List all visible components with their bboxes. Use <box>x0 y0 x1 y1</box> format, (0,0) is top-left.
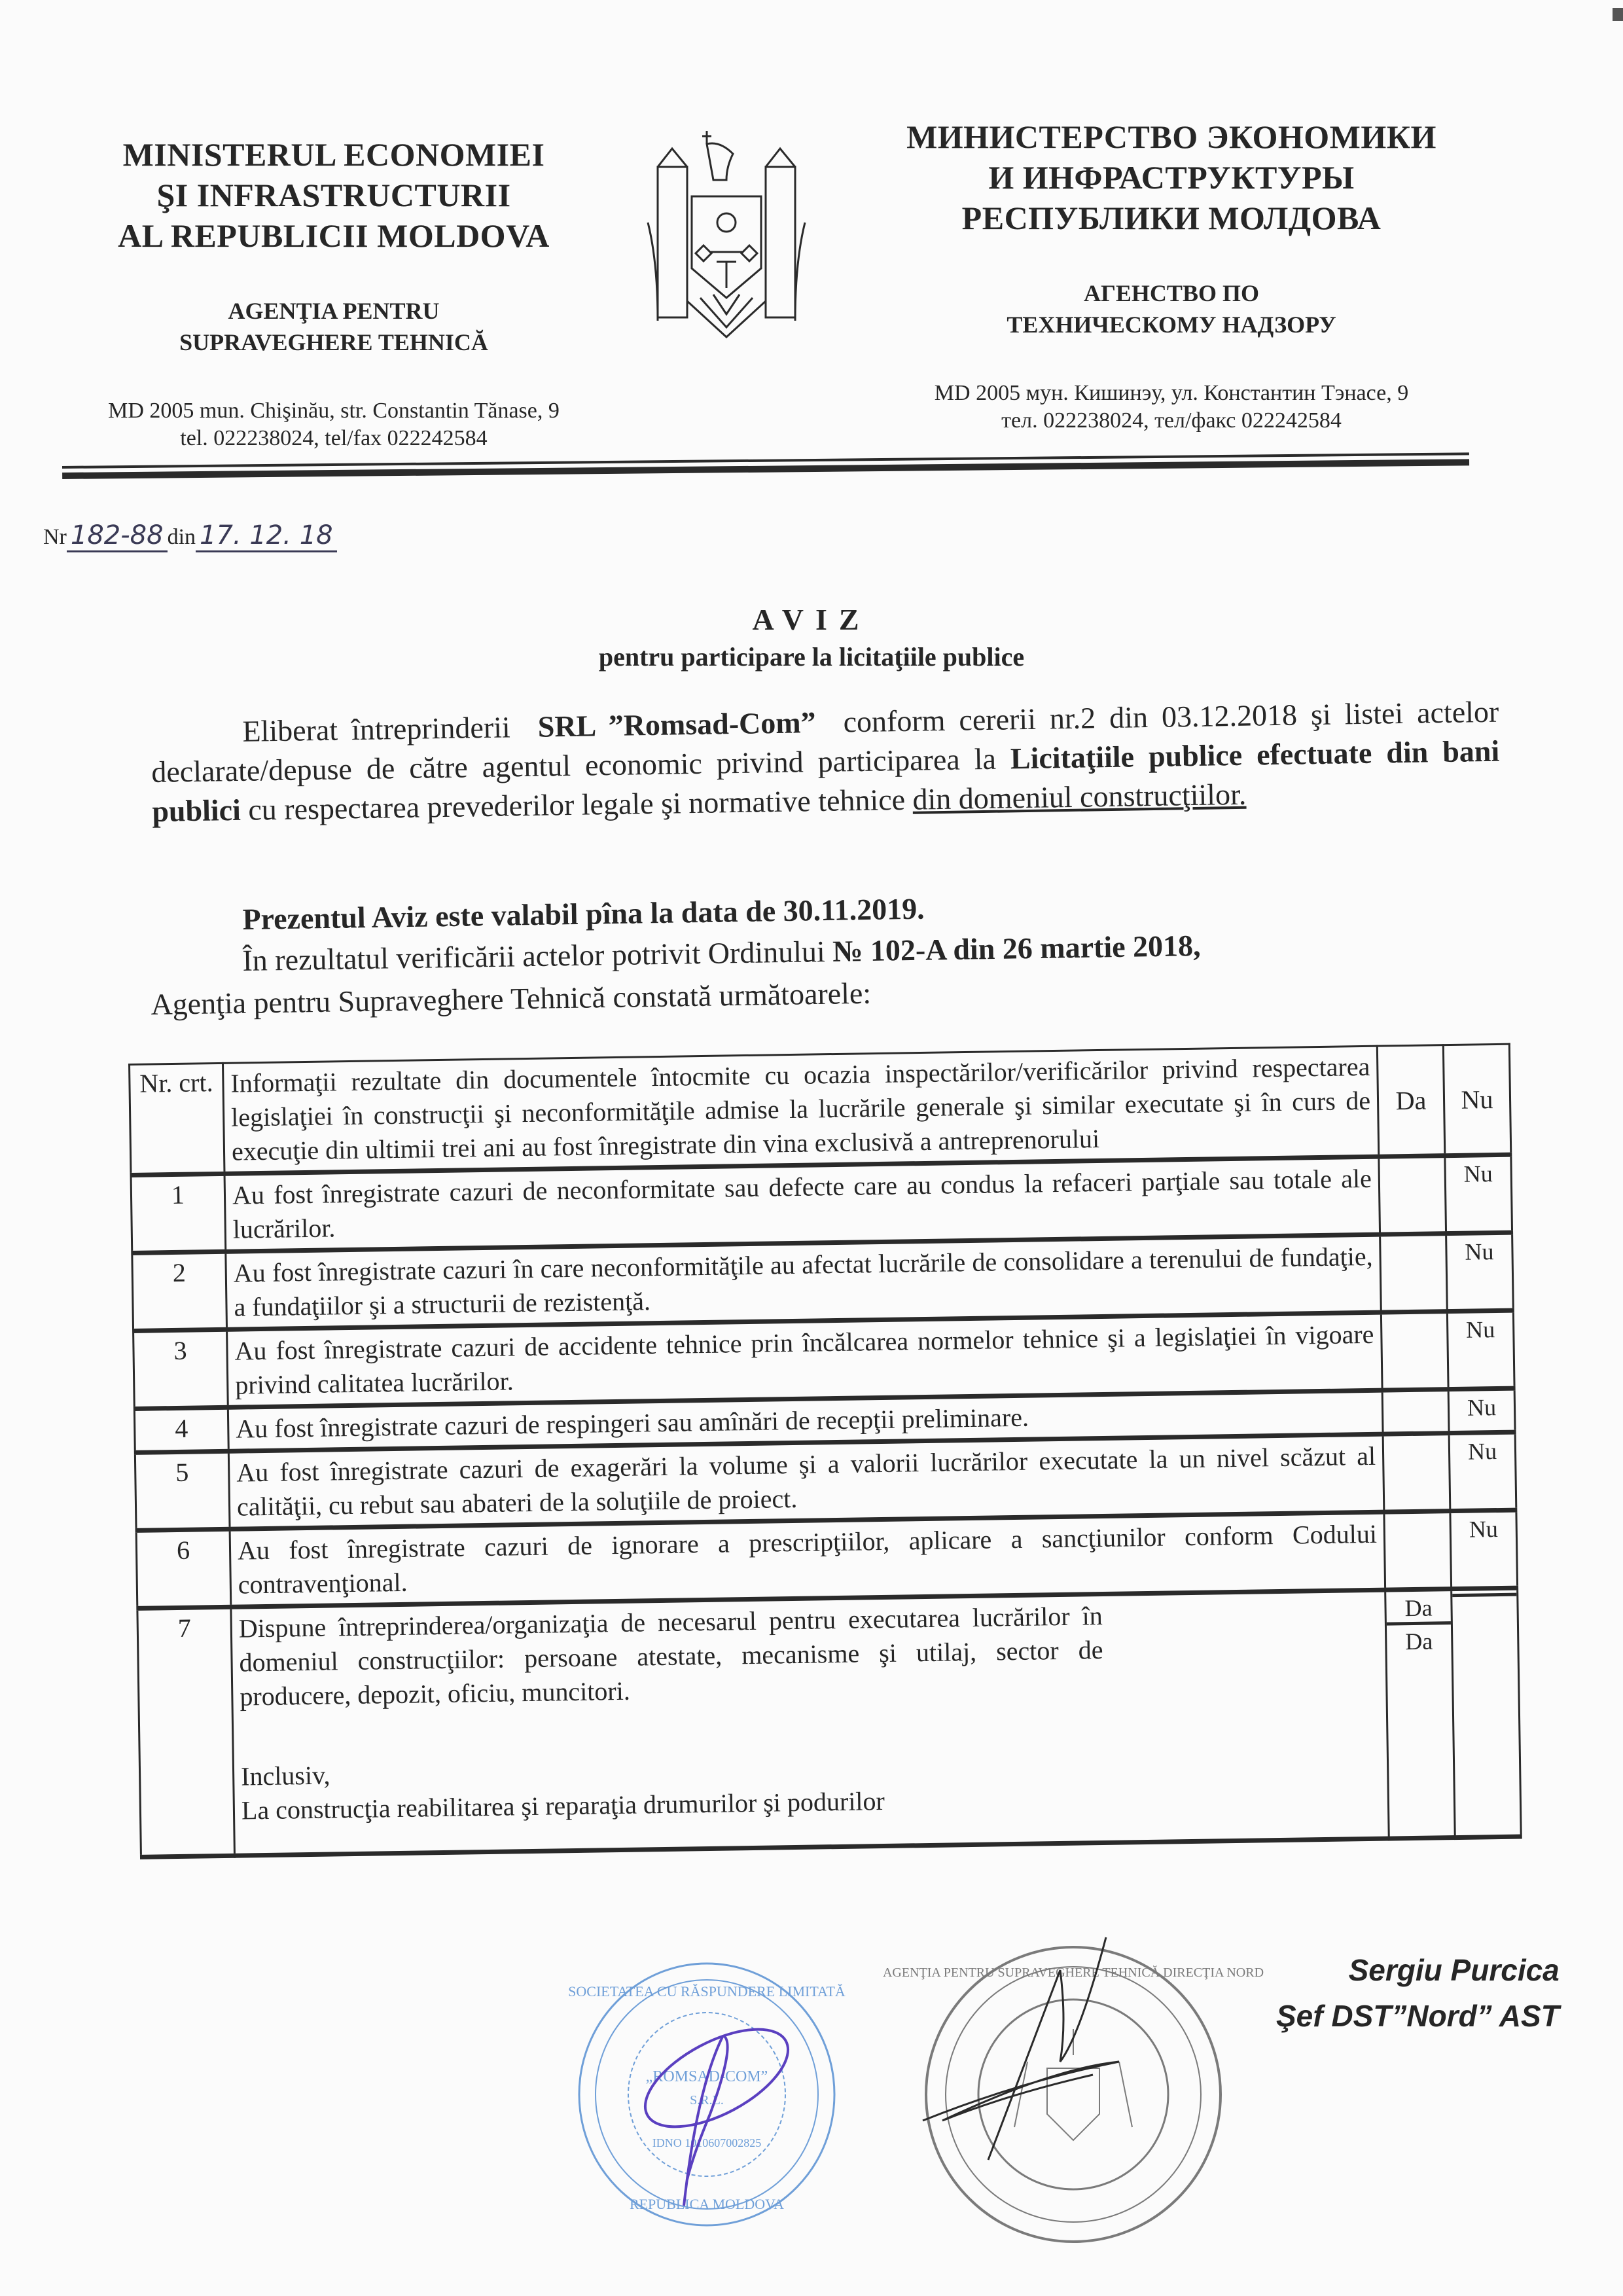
stamp-text-form: S.R.L. <box>690 2093 724 2108</box>
table-row: 4 Au fost înregistrate cazuri de respingeri sau amînări de recepţii preliminare. Nu <box>134 1388 1515 1452</box>
signer-block <box>1276 1947 1560 2039</box>
table-row: 6 Au fost înregistrate cazuri de ignorare a prescripţiilor, aplicare a sancţiunilor conform Codului contravenţional. Nu <box>136 1510 1518 1608</box>
header-nr: Nr. crt. <box>130 1063 224 1175</box>
table-row: 5 Au fost înregistrate cazuri de exagerări la volume şi a valorii lucrărilor executate la un nivel scăzut al calităţii, cu rebut sau abateri de la soluţiile de proiect. Nu <box>135 1432 1516 1530</box>
document-title: AVIZ <box>752 603 871 636</box>
address-ru: MD 2005 мун. Кишинэу, ул. Константин Тэнасе, 9 тел. 022238024, тел/факс 022242584 <box>934 381 1409 433</box>
company-name: SRL ”Romsad-Com” <box>537 706 816 744</box>
ministry-name-ru: МИНИСТЕРСТВО ЭКОНОМИКИ И ИНФРАСТРУКТУРЫ РЕСПУБЛИКИ МОЛДОВА <box>906 118 1436 236</box>
table-header-row <box>130 1044 1511 1175</box>
stamp-text-idno: IDNO 1010607002825 <box>652 2136 762 2149</box>
stamp-text-center: „ROMSAD-COM” <box>645 2068 768 2085</box>
header-russian <box>844 117 1499 435</box>
answer-nu: Nu <box>1450 1510 1518 1588</box>
table-row-7: 7 Dispune întreprinderea/organizaţia de necesarul pentru executarea lucrărilor în domeniul construcţiilor: persoane atestate, mecanisme şi utilaj, sector de producere, depozit, oficiu, muncitori. Inclusiv, La construcţia reabilitarea şi reparaţia drumurilor şi podurilor Da Da <box>137 1588 1521 1857</box>
document-subtitle: pentru participare la licitaţiile publice <box>598 642 1025 672</box>
answer-nu: Nu <box>1445 1155 1512 1233</box>
answer-nu: Nu <box>1446 1232 1514 1311</box>
coat-of-arms-icon <box>645 131 808 340</box>
agency-name-ro: AGENŢIA PENTRU SUPRAVEGHERE TEHNICĂ <box>179 298 488 355</box>
company-stamp <box>569 1957 844 2232</box>
answer-da: Da <box>1404 1594 1433 1622</box>
issuance-paragraph: Eliberat întreprinderii SRL ”Romsad-Com” conform cererii nr.2 din 03.12.2018 şi listei actelor declarate/depuse de către agentul economic privind participarea la Licitaţiile publice efectuate din bani publici cu respectarea prevederilor legale şi normative tehnice din domeniul construcţiilor. <box>151 694 1500 828</box>
table-row: 3 Au fost înregistrate cazuri de accidente tehnice prin încălcarea normelor tehnice şi a legislaţiei în vigoare privind calitatea lucrărilor. Nu <box>134 1310 1515 1408</box>
signer-name: Sergiu Purcica <box>1348 1953 1560 1987</box>
answer-nu: Nu <box>1449 1432 1516 1511</box>
agency-stamp <box>882 1918 1264 2258</box>
agency-name-ru: АГЕНСТВО ПО ТЕХНИЧЕСКОМУ НАДЗОРУ <box>1007 280 1336 338</box>
answer-nu: Nu <box>1447 1310 1514 1389</box>
signer-position: Şef DST”Nord” AST <box>1276 1999 1560 2033</box>
header-info: Informaţii rezultate din documentele întocmite cu ocazia inspectărilor/verificărilor privind respectarea legislaţiei în construcţii şi neconformităţile admise la lucrările generale şi similar executate şi în curs de execuţie din ultimii trei ani au fost înregistrate din vina exclusivă a antreprenorului <box>223 1046 1379 1174</box>
scan-edge-mark <box>1613 8 1623 21</box>
answer-nu: Nu <box>1448 1388 1515 1433</box>
table-row: 1 Au fost înregistrate cazuri de neconformitate sau defecte care au condus la refaceri parţiale sau totale ale lucrărilor. Nu <box>131 1155 1512 1253</box>
stamp-text-right: REPUBLICA MOLDOVA <box>629 2196 785 2212</box>
answer-da-sub: Da <box>1387 1621 1452 1655</box>
findings-intro: Agenţia pentru Supraveghere Tehnică constată următoarele: <box>151 976 872 1021</box>
table-row: 2 Au fost înregistrate cazuri în care neconformităţile au afectat lucrările de consolidare a terenului de fundaţie, a fundaţiilor şi a structurii de rezistenţă. Nu <box>132 1232 1514 1331</box>
address-ro: MD 2005 mun. Chişinău, str. Constantin Tănase, 9 tel. 022238024, tel/fax 022242584 <box>108 399 560 450</box>
validity-statement: Prezentul Aviz este valabil pîna la data de 30.11.2019. <box>242 891 925 936</box>
ministry-name-ro: MINISTERUL ECONOMIEI ŞI INFRASTRUCTURII AL REPUBLICII MOLDOVA <box>118 136 550 254</box>
verification-paragraph: În rezultatul verificării actelor potrivit Ordinului № 102-A din 26 martie 2018, <box>242 929 1201 977</box>
reference-number: 182-88 <box>67 520 168 552</box>
header-nu: Nu <box>1443 1044 1510 1155</box>
header-divider <box>62 452 1469 479</box>
header-romanian <box>46 134 622 452</box>
header-da: Da <box>1377 1045 1444 1157</box>
reference-date: 17. 12. 18 <box>196 520 337 552</box>
order-reference: № 102-A din 26 martie 2018, <box>832 929 1201 968</box>
agency-stamp-text: AGENŢIA PENTRU SUPRAVEGHERE TEHNICĂ DIRECŢIA NORD <box>882 1965 1264 1980</box>
company-signature <box>630 2009 803 2206</box>
document-reference: Nr 182-88 din 17. 12. 18 <box>43 520 337 552</box>
stamp-text-outer: SOCIETATEA CU RĂSPUNDERE LIMITATĂ <box>568 1983 846 2000</box>
findings-table <box>128 1043 1522 1859</box>
